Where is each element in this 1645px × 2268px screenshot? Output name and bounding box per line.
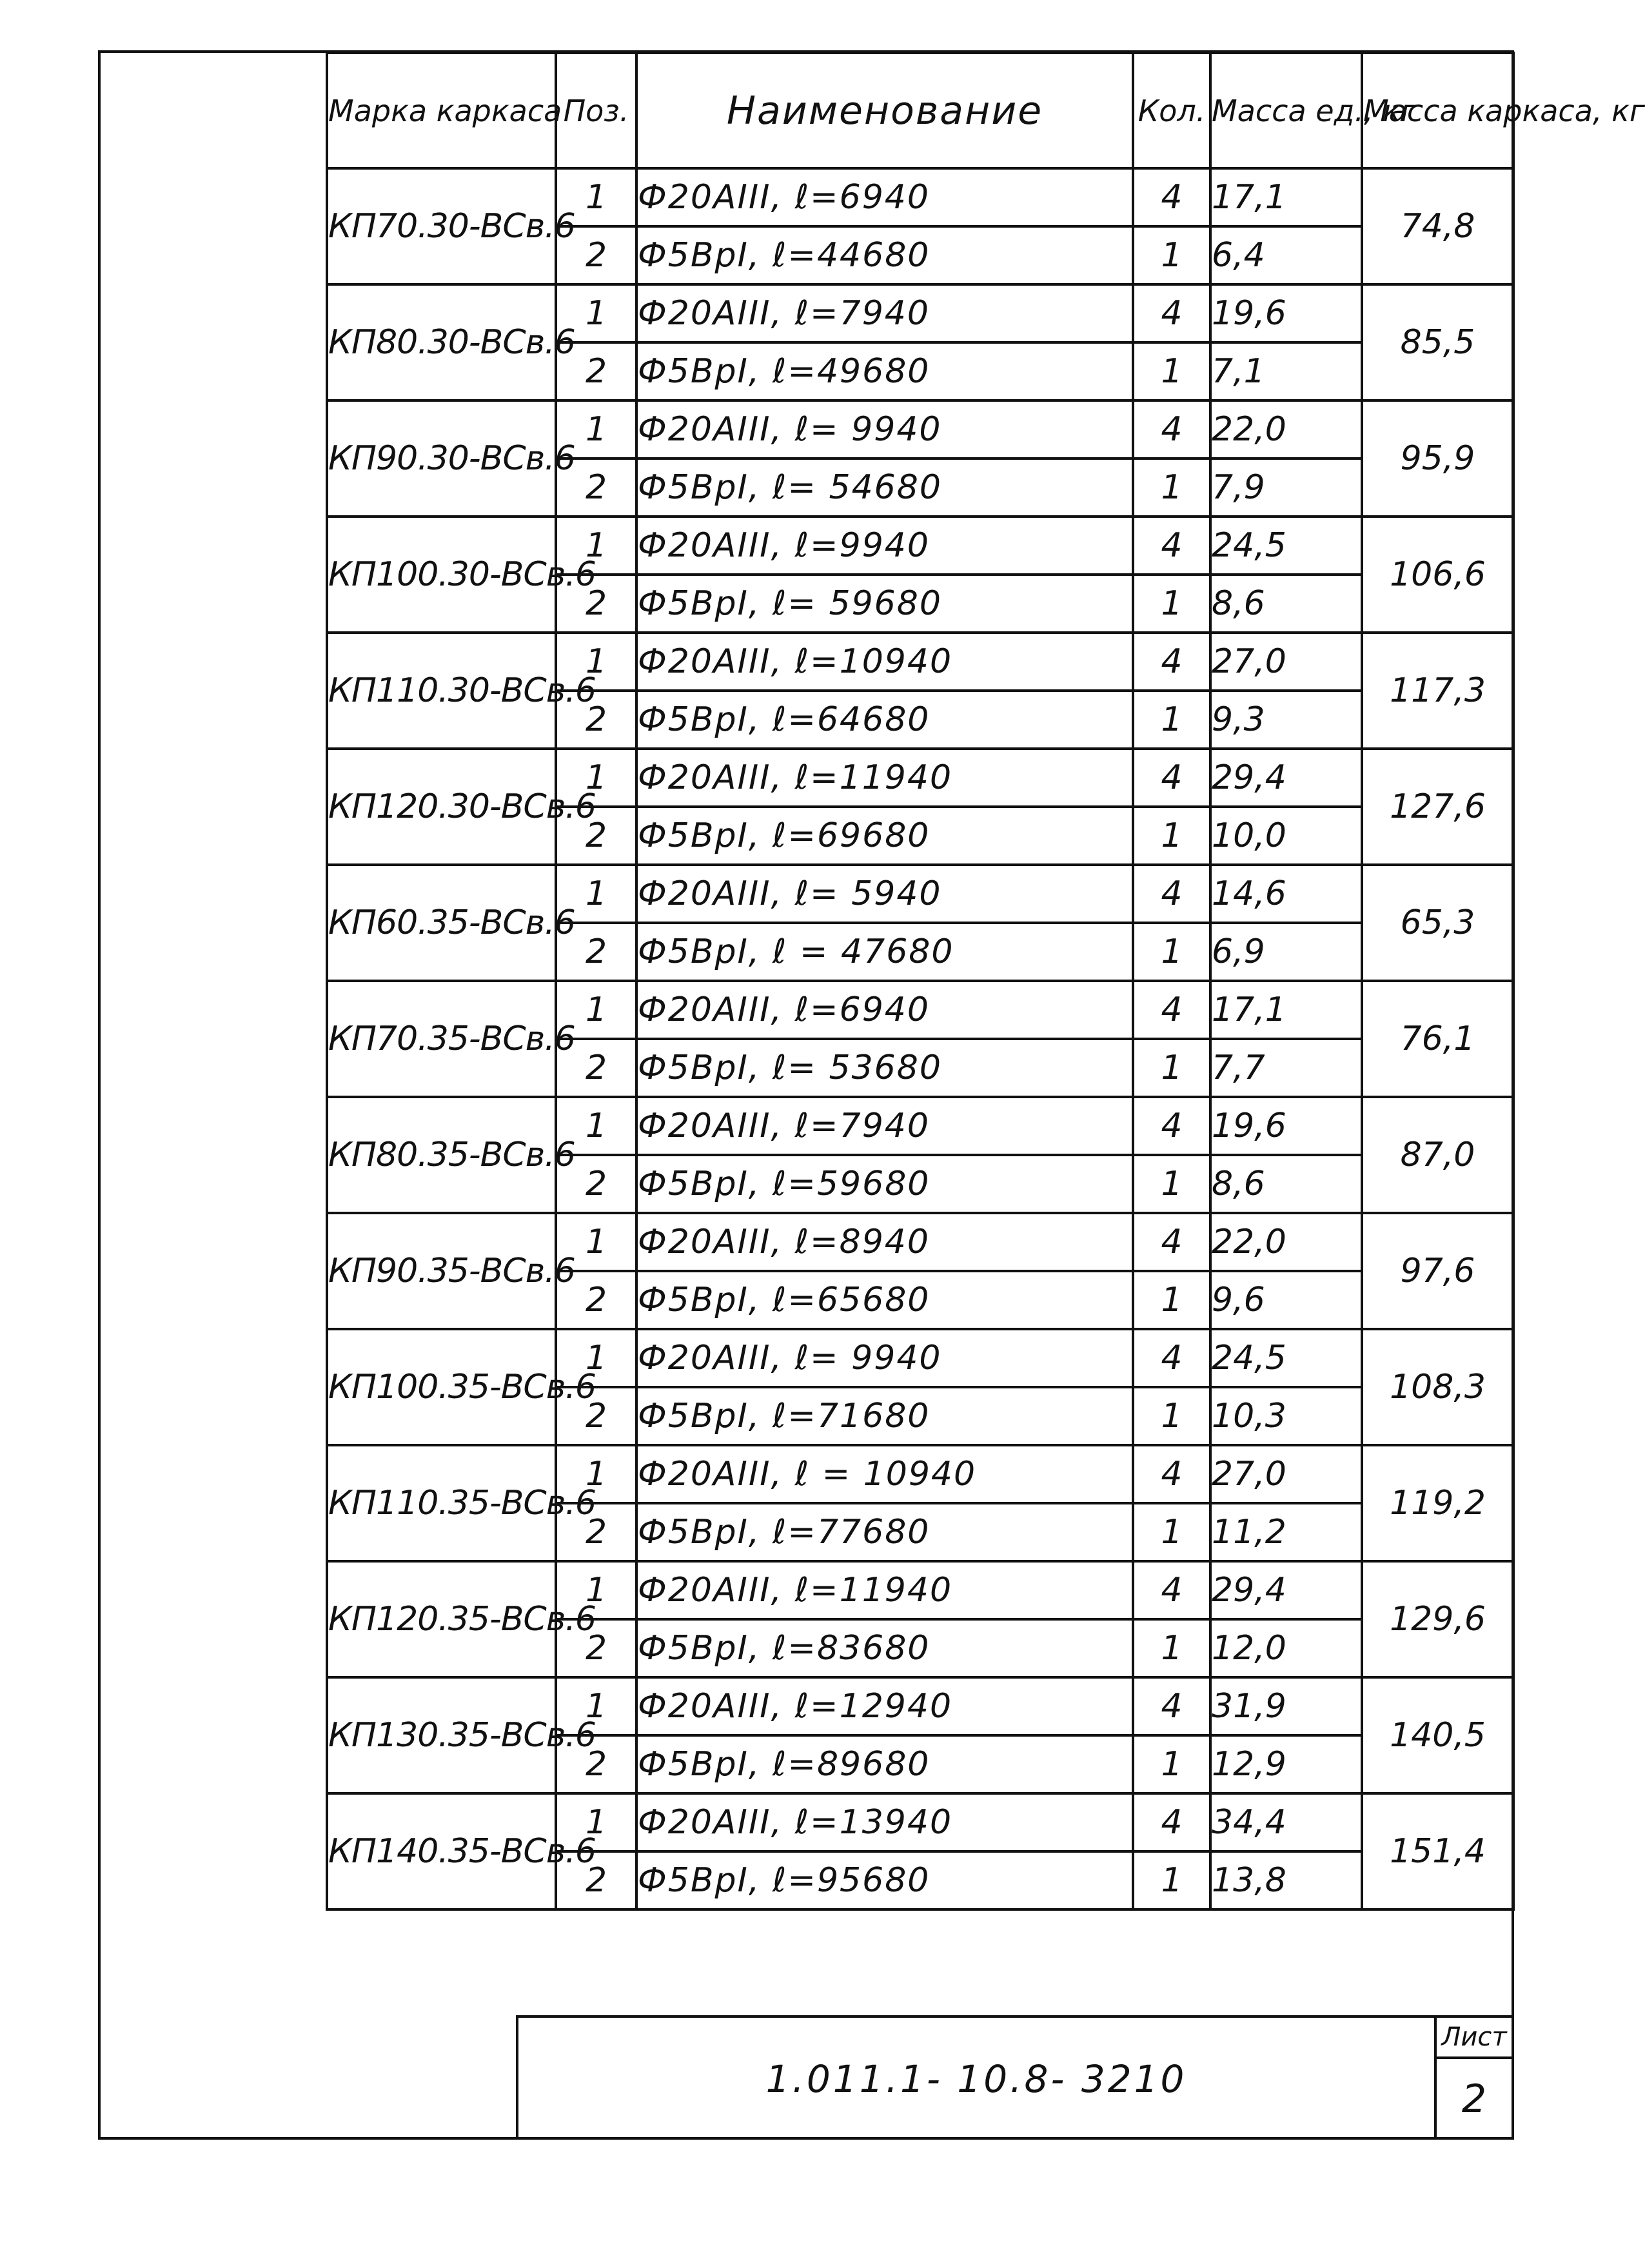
item-name: Ф5ВрI, ℓ= 53680 [636, 1039, 1133, 1097]
item-quantity: 1 [1133, 1735, 1210, 1793]
position-number: 1 [556, 749, 636, 807]
frame-total-mass: 129,6 [1362, 1561, 1513, 1677]
item-name: Ф20АIII, ℓ=11940 [636, 1561, 1133, 1619]
position-number: 2 [556, 1851, 636, 1909]
unit-mass: 7,1 [1210, 342, 1362, 400]
item-name: Ф20АIII, ℓ=10940 [636, 633, 1133, 691]
position-number: 1 [556, 865, 636, 923]
item-quantity: 1 [1133, 1619, 1210, 1677]
frame-total-mass: 151,4 [1362, 1793, 1513, 1909]
item-quantity: 4 [1133, 865, 1210, 923]
unit-mass: 6,4 [1210, 226, 1362, 284]
header-pos: Поз. [556, 53, 636, 168]
table-row [327, 1329, 1513, 1387]
unit-mass: 12,0 [1210, 1619, 1362, 1677]
position-number: 2 [556, 342, 636, 400]
item-quantity: 4 [1133, 981, 1210, 1039]
frame-mark: КП140.35-ВСв.6 [327, 1793, 556, 1909]
item-name: Ф5ВрI, ℓ=89680 [636, 1735, 1133, 1793]
unit-mass: 22,0 [1210, 1213, 1362, 1271]
position-number: 1 [556, 1677, 636, 1735]
table-row [327, 400, 1513, 459]
unit-mass: 17,1 [1210, 981, 1362, 1039]
item-quantity: 1 [1133, 1387, 1210, 1445]
position-number: 1 [556, 517, 636, 575]
unit-mass: 19,6 [1210, 284, 1362, 342]
item-quantity: 1 [1133, 459, 1210, 517]
frame-total-mass: 108,3 [1362, 1329, 1513, 1445]
item-quantity: 4 [1133, 1329, 1210, 1387]
header-unit-mass: Масса ед., кг [1210, 53, 1362, 168]
frame-mark: КП110.30-ВСв.6 [327, 633, 556, 749]
item-name: Ф20АIII, ℓ=7940 [636, 284, 1133, 342]
frame-mark: КП60.35-ВСв.6 [327, 865, 556, 981]
unit-mass: 9,3 [1210, 691, 1362, 749]
frame-mark: КП100.35-ВСв.6 [327, 1329, 556, 1445]
frame-total-mass: 76,1 [1362, 981, 1513, 1097]
unit-mass: 31,9 [1210, 1677, 1362, 1735]
position-number: 2 [556, 1503, 636, 1561]
frame-total-mass: 65,3 [1362, 865, 1513, 981]
frame-total-mass: 87,0 [1362, 1097, 1513, 1213]
item-quantity: 4 [1133, 1561, 1210, 1619]
unit-mass: 9,6 [1210, 1271, 1362, 1329]
item-name: Ф20АIII, ℓ = 10940 [636, 1445, 1133, 1503]
item-name: Ф20АIII, ℓ=13940 [636, 1793, 1133, 1851]
item-quantity: 1 [1133, 1155, 1210, 1213]
frame-mark: КП110.35-ВСв.6 [327, 1445, 556, 1561]
item-quantity: 4 [1133, 400, 1210, 459]
unit-mass: 27,0 [1210, 633, 1362, 691]
position-number: 1 [556, 1793, 636, 1851]
position-number: 1 [556, 400, 636, 459]
item-quantity: 1 [1133, 807, 1210, 865]
table-row [327, 749, 1513, 807]
table-row [327, 284, 1513, 342]
unit-mass: 34,4 [1210, 1793, 1362, 1851]
table-row [327, 1097, 1513, 1155]
item-quantity: 1 [1133, 575, 1210, 633]
frame-mark: КП80.35-ВСв.6 [327, 1097, 556, 1213]
item-name: Ф20АIII, ℓ=6940 [636, 981, 1133, 1039]
table-row [327, 1213, 1513, 1271]
sheet-label: Лист [1437, 2018, 1512, 2059]
position-number: 1 [556, 1561, 636, 1619]
position-number: 2 [556, 459, 636, 517]
unit-mass: 8,6 [1210, 575, 1362, 633]
table-row [327, 865, 1513, 923]
unit-mass: 17,1 [1210, 168, 1362, 226]
unit-mass: 12,9 [1210, 1735, 1362, 1793]
header-row [327, 53, 1513, 168]
item-name: Ф20АIII, ℓ= 9940 [636, 400, 1133, 459]
frame-total-mass: 117,3 [1362, 633, 1513, 749]
unit-mass: 10,0 [1210, 807, 1362, 865]
position-number: 2 [556, 226, 636, 284]
position-number: 1 [556, 981, 636, 1039]
unit-mass: 10,3 [1210, 1387, 1362, 1445]
frame-mark: КП120.35-ВСв.6 [327, 1561, 556, 1677]
item-name: Ф20АIII, ℓ=11940 [636, 749, 1133, 807]
position-number: 2 [556, 575, 636, 633]
frame-mark: КП100.30-ВСв.6 [327, 517, 556, 633]
frame-mark: КП90.35-ВСв.6 [327, 1213, 556, 1329]
frame-mark: КП70.30-ВСв.6 [327, 168, 556, 284]
item-quantity: 4 [1133, 517, 1210, 575]
item-name: Ф20АIII, ℓ= 5940 [636, 865, 1133, 923]
position-number: 2 [556, 691, 636, 749]
document-code: 1.011.1- 10.8- 3210 [765, 2056, 1187, 2101]
item-name: Ф20АIII, ℓ=8940 [636, 1213, 1133, 1271]
position-number: 2 [556, 1155, 636, 1213]
frame-mark: КП90.30-ВСв.6 [327, 400, 556, 517]
item-name: Ф5ВрI, ℓ=44680 [636, 226, 1133, 284]
table-row [327, 633, 1513, 691]
item-name: Ф5ВрI, ℓ=95680 [636, 1851, 1133, 1909]
position-number: 2 [556, 1271, 636, 1329]
item-quantity: 1 [1133, 1851, 1210, 1909]
item-quantity: 1 [1133, 923, 1210, 981]
specification-body [327, 168, 1513, 1909]
item-quantity: 4 [1133, 1213, 1210, 1271]
item-name: Ф5ВрI, ℓ=71680 [636, 1387, 1133, 1445]
position-number: 2 [556, 923, 636, 981]
unit-mass: 29,4 [1210, 749, 1362, 807]
table-row [327, 168, 1513, 226]
item-quantity: 4 [1133, 1445, 1210, 1503]
position-number: 1 [556, 1097, 636, 1155]
item-quantity: 1 [1133, 1039, 1210, 1097]
frame-mark: КП130.35-ВСв.6 [327, 1677, 556, 1793]
header-qty: Кол. [1133, 53, 1210, 168]
item-quantity: 1 [1133, 1271, 1210, 1329]
frame-total-mass: 127,6 [1362, 749, 1513, 865]
position-number: 2 [556, 1735, 636, 1793]
position-number: 1 [556, 284, 636, 342]
unit-mass: 6,9 [1210, 923, 1362, 981]
item-name: Ф5ВрI, ℓ= 54680 [636, 459, 1133, 517]
item-name: Ф20АIII, ℓ=12940 [636, 1677, 1133, 1735]
header-mark: Марка каркаса [327, 53, 556, 168]
position-number: 2 [556, 807, 636, 865]
position-number: 2 [556, 1387, 636, 1445]
frame-total-mass: 95,9 [1362, 400, 1513, 517]
frame-mark: КП70.35-ВСв.6 [327, 981, 556, 1097]
title-block [516, 2015, 1514, 2140]
item-quantity: 1 [1133, 1503, 1210, 1561]
item-name: Ф5ВрI, ℓ=59680 [636, 1155, 1133, 1213]
item-name: Ф5ВрI, ℓ=65680 [636, 1271, 1133, 1329]
position-number: 1 [556, 168, 636, 226]
item-quantity: 4 [1133, 1677, 1210, 1735]
frame-total-mass: 140,5 [1362, 1677, 1513, 1793]
item-name: Ф5ВрI, ℓ=64680 [636, 691, 1133, 749]
table-row [327, 517, 1513, 575]
position-number: 1 [556, 633, 636, 691]
unit-mass: 7,9 [1210, 459, 1362, 517]
sheet-box [1434, 2018, 1512, 2140]
position-number: 1 [556, 1213, 636, 1271]
table-row [327, 1677, 1513, 1735]
item-quantity: 4 [1133, 749, 1210, 807]
position-number: 2 [556, 1619, 636, 1677]
unit-mass: 8,6 [1210, 1155, 1362, 1213]
item-name: Ф20АIII, ℓ= 9940 [636, 1329, 1133, 1387]
unit-mass: 19,6 [1210, 1097, 1362, 1155]
item-quantity: 1 [1133, 226, 1210, 284]
item-quantity: 4 [1133, 1097, 1210, 1155]
item-quantity: 4 [1133, 633, 1210, 691]
table-row [327, 1793, 1513, 1851]
item-quantity: 1 [1133, 342, 1210, 400]
item-quantity: 4 [1133, 284, 1210, 342]
item-name: Ф20АIII, ℓ=9940 [636, 517, 1133, 575]
item-name: Ф5ВрI, ℓ=69680 [636, 807, 1133, 865]
unit-mass: 14,6 [1210, 865, 1362, 923]
frame-total-mass: 85,5 [1362, 284, 1513, 400]
item-name: Ф5ВрI, ℓ=77680 [636, 1503, 1133, 1561]
item-name: Ф5ВрI, ℓ=49680 [636, 342, 1133, 400]
item-name: Ф5ВрI, ℓ=83680 [636, 1619, 1133, 1677]
unit-mass: 24,5 [1210, 517, 1362, 575]
item-name: Ф5ВрI, ℓ = 47680 [636, 923, 1133, 981]
unit-mass: 22,0 [1210, 400, 1362, 459]
position-number: 1 [556, 1329, 636, 1387]
header-frame-mass: Масса каркаса, кг [1362, 53, 1513, 168]
position-number: 2 [556, 1039, 636, 1097]
item-quantity: 1 [1133, 691, 1210, 749]
table-row [327, 981, 1513, 1039]
header-name: Наименование [636, 53, 1133, 168]
table-row [327, 1561, 1513, 1619]
table-row [327, 1445, 1513, 1503]
item-name: Ф20АIII, ℓ=7940 [636, 1097, 1133, 1155]
unit-mass: 7,7 [1210, 1039, 1362, 1097]
unit-mass: 29,4 [1210, 1561, 1362, 1619]
position-number: 1 [556, 1445, 636, 1503]
unit-mass: 24,5 [1210, 1329, 1362, 1387]
item-quantity: 4 [1133, 1793, 1210, 1851]
specification-table [326, 52, 1645, 1911]
frame-total-mass: 74,8 [1362, 168, 1513, 284]
frame-mark: КП120.30-ВСв.6 [327, 749, 556, 865]
unit-mass: 11,2 [1210, 1503, 1362, 1561]
item-quantity: 4 [1133, 168, 1210, 226]
frame-mark: КП80.30-ВСв.6 [327, 284, 556, 400]
frame-total-mass: 119,2 [1362, 1445, 1513, 1561]
unit-mass: 13,8 [1210, 1851, 1362, 1909]
item-name: Ф20АIII, ℓ=6940 [636, 168, 1133, 226]
frame-total-mass: 97,6 [1362, 1213, 1513, 1329]
frame-total-mass: 106,6 [1362, 517, 1513, 633]
item-name: Ф5ВрI, ℓ= 59680 [636, 575, 1133, 633]
sheet-number: 2 [1461, 2076, 1487, 2122]
unit-mass: 27,0 [1210, 1445, 1362, 1503]
